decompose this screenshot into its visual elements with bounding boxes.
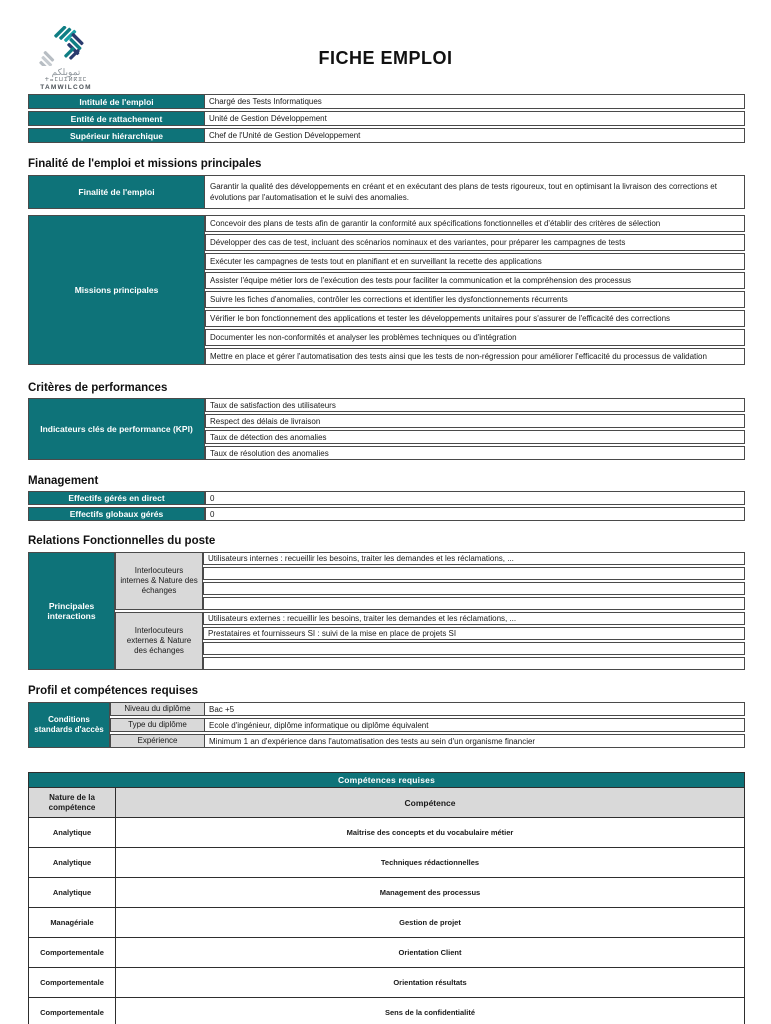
column-header-competence: Compétence — [404, 797, 456, 808]
nature-cell: Analytique — [29, 878, 116, 907]
competence-cell: Maîtrise des concepts et du vocabulaire métier — [346, 828, 514, 837]
row-label: Missions principales — [28, 215, 205, 365]
logo-tifinagh-text: ⵜⴰⵎⵡⵉⵍⴽⵓⵎ — [44, 77, 88, 83]
row-value: Minimum 1 an d'expérience dans l'automatisation des tests au sein d'un organisme financier — [205, 734, 745, 748]
section-heading-finalite: Finalité de l'emploi et missions principales — [28, 158, 262, 170]
mission-item: Assister l'équipe métier lors de l'exécution des tests pour faciliter la communication et la compréhension des processus — [205, 272, 745, 289]
table-row — [110, 734, 745, 748]
competences-table — [28, 772, 745, 1024]
row-value: Unité de Gestion Développement — [205, 111, 745, 126]
table-row — [29, 937, 744, 967]
relation-item: Utilisateurs internes : recueillir les besoins, traiter les demandes et les réclamations, ... — [203, 552, 745, 565]
logo-arabic-text: تمويلكم — [51, 67, 81, 77]
relation-item — [203, 642, 745, 655]
missions-table — [28, 215, 745, 365]
row-value: 0 — [205, 507, 745, 521]
table-row — [28, 491, 745, 505]
group-label: Interlocuteurs externes & Nature des échanges — [115, 612, 203, 670]
relations-groups — [115, 552, 745, 670]
relation-item: Utilisateurs externes : recueillir les besoins, traiter les demandes et les réclamations, ... — [203, 612, 745, 625]
mission-item: Suivre les fiches d'anomalies, contrôler les corrections et identifier les dysfonctionnements récurrents — [205, 291, 745, 308]
nature-cell: Comportementale — [29, 968, 116, 997]
competence-cell: Management des processus — [379, 888, 481, 897]
section-heading-performance: Critères de performances — [28, 382, 168, 394]
relation-item — [203, 597, 745, 610]
nature-cell: Comportementale — [29, 998, 116, 1024]
finalite-table — [28, 175, 745, 209]
competence-cell: Orientation résultats — [393, 978, 467, 987]
competence-cell: Gestion de projet — [399, 918, 461, 927]
mission-item: Développer des cas de test, incluant des scénarios nominaux et des variantes, pour préparer les campagnes de tests — [205, 234, 745, 251]
table-row — [110, 702, 745, 716]
kpi-item: Respect des délais de livraison — [205, 414, 745, 428]
table-row — [28, 128, 745, 143]
kpi-item: Taux de détection des anomalies — [205, 430, 745, 444]
relations-table — [28, 552, 745, 670]
page-title: FICHE EMPLOI — [318, 48, 453, 68]
relation-item: Prestataires et fournisseurs SI : suivi de la mise en place de projets SI — [203, 627, 745, 640]
logo-latin-text: TAMWILCOM — [40, 84, 92, 91]
group-items — [203, 612, 745, 670]
row-value: Bac +5 — [205, 702, 745, 716]
relations-group-internes — [115, 552, 745, 610]
table-row — [29, 877, 744, 907]
document-body — [0, 94, 771, 1024]
mission-item: Exécuter les campagnes de tests tout en planifiant et en surveillant la recette des applications — [205, 253, 745, 270]
nature-cell: Comportementale — [29, 938, 116, 967]
table-row — [29, 817, 744, 847]
table-row — [29, 997, 744, 1024]
identity-table — [28, 94, 745, 143]
row-value: Chef de l'Unité de Gestion Développement — [205, 128, 745, 143]
row-sublabel: Niveau du diplôme — [110, 702, 205, 716]
row-sublabel: Type du diplôme — [110, 718, 205, 732]
relations-group-externes — [115, 612, 745, 670]
row-value: 0 — [205, 491, 745, 505]
section-heading-relations: Relations Fonctionnelles du poste — [28, 535, 216, 547]
column-header-nature: Nature de la compétence — [29, 788, 116, 817]
row-label: Conditions standards d'accès — [28, 702, 110, 748]
profil-table — [28, 702, 745, 748]
relation-item — [203, 657, 745, 670]
nature-cell: Managériale — [29, 908, 116, 937]
competences-header-row — [29, 787, 744, 817]
row-sublabel: Expérience — [110, 734, 205, 748]
row-label: Intitulé de l'emploi — [28, 94, 205, 109]
mission-item: Concevoir des plans de tests afin de garantir la conformité aux spécifications fonctionnelles et d'établir des critères de sélection — [205, 215, 745, 232]
mission-item: Vérifier le bon fonctionnement des applications et tester les développements unitaires pour s'assurer de l'efficacité des corrections — [205, 310, 745, 327]
row-label: Indicateurs clés de performance (KPI) — [28, 398, 205, 460]
row-value: Chargé des Tests Informatiques — [205, 94, 745, 109]
competence-cell: Sens de la confidentialité — [384, 1008, 476, 1017]
row-label: Entité de rattachement — [28, 111, 205, 126]
row-label: Finalité de l'emploi — [28, 175, 205, 209]
finalite-text: Garantir la qualité des développements en créant et en exécutant des plans de tests rigoureux, tout en optimisant la livraison des corrections et évolutions par l'automatisation et le suivi des anomalies. — [205, 175, 745, 209]
kpi-item: Taux de satisfaction des utilisateurs — [205, 398, 745, 412]
logo-diamond-icon — [38, 26, 94, 66]
group-items — [203, 552, 745, 610]
nature-cell: Analytique — [29, 818, 116, 847]
nature-cell: Analytique — [29, 848, 116, 877]
section-heading-management: Management — [28, 475, 99, 487]
competences-title: Compétences requises — [29, 773, 744, 787]
competence-cell: Techniques rédactionnelles — [380, 858, 480, 867]
row-value: Ecole d'ingénieur, diplôme informatique ou diplôme équivalent — [205, 718, 745, 732]
table-row — [28, 507, 745, 521]
table-row — [110, 718, 745, 732]
profil-rows — [110, 702, 745, 748]
missions-list — [205, 215, 745, 365]
mission-item: Mettre en place et gérer l'automatisation des tests ainsi que les tests de non-régression pour améliorer l'efficacité du processus de validation — [205, 348, 745, 365]
row-label: Principales interactions — [28, 552, 115, 670]
row-label: Effectifs globaux gérés — [28, 507, 205, 521]
management-table — [28, 491, 745, 521]
group-label: Interlocuteurs internes & Nature des échanges — [115, 552, 203, 610]
kpi-table — [28, 398, 745, 460]
section-heading-profil: Profil et compétences requises — [28, 685, 199, 697]
kpi-item: Taux de résolution des anomalies — [205, 446, 745, 460]
row-label: Effectifs gérés en direct — [28, 491, 205, 505]
mission-item: Documenter les non-conformités et analyser les problèmes techniques ou d'intégration — [205, 329, 745, 346]
competence-cell: Orientation Client — [398, 948, 462, 957]
relation-item — [203, 567, 745, 580]
company-logo — [28, 26, 104, 92]
row-label: Supérieur hiérarchique — [28, 128, 205, 143]
relation-item — [203, 582, 745, 595]
table-row — [28, 94, 745, 109]
table-row — [28, 111, 745, 126]
table-row — [29, 847, 744, 877]
document-header — [0, 0, 771, 92]
table-row — [29, 907, 744, 937]
table-row — [29, 967, 744, 997]
kpi-list — [205, 398, 745, 460]
